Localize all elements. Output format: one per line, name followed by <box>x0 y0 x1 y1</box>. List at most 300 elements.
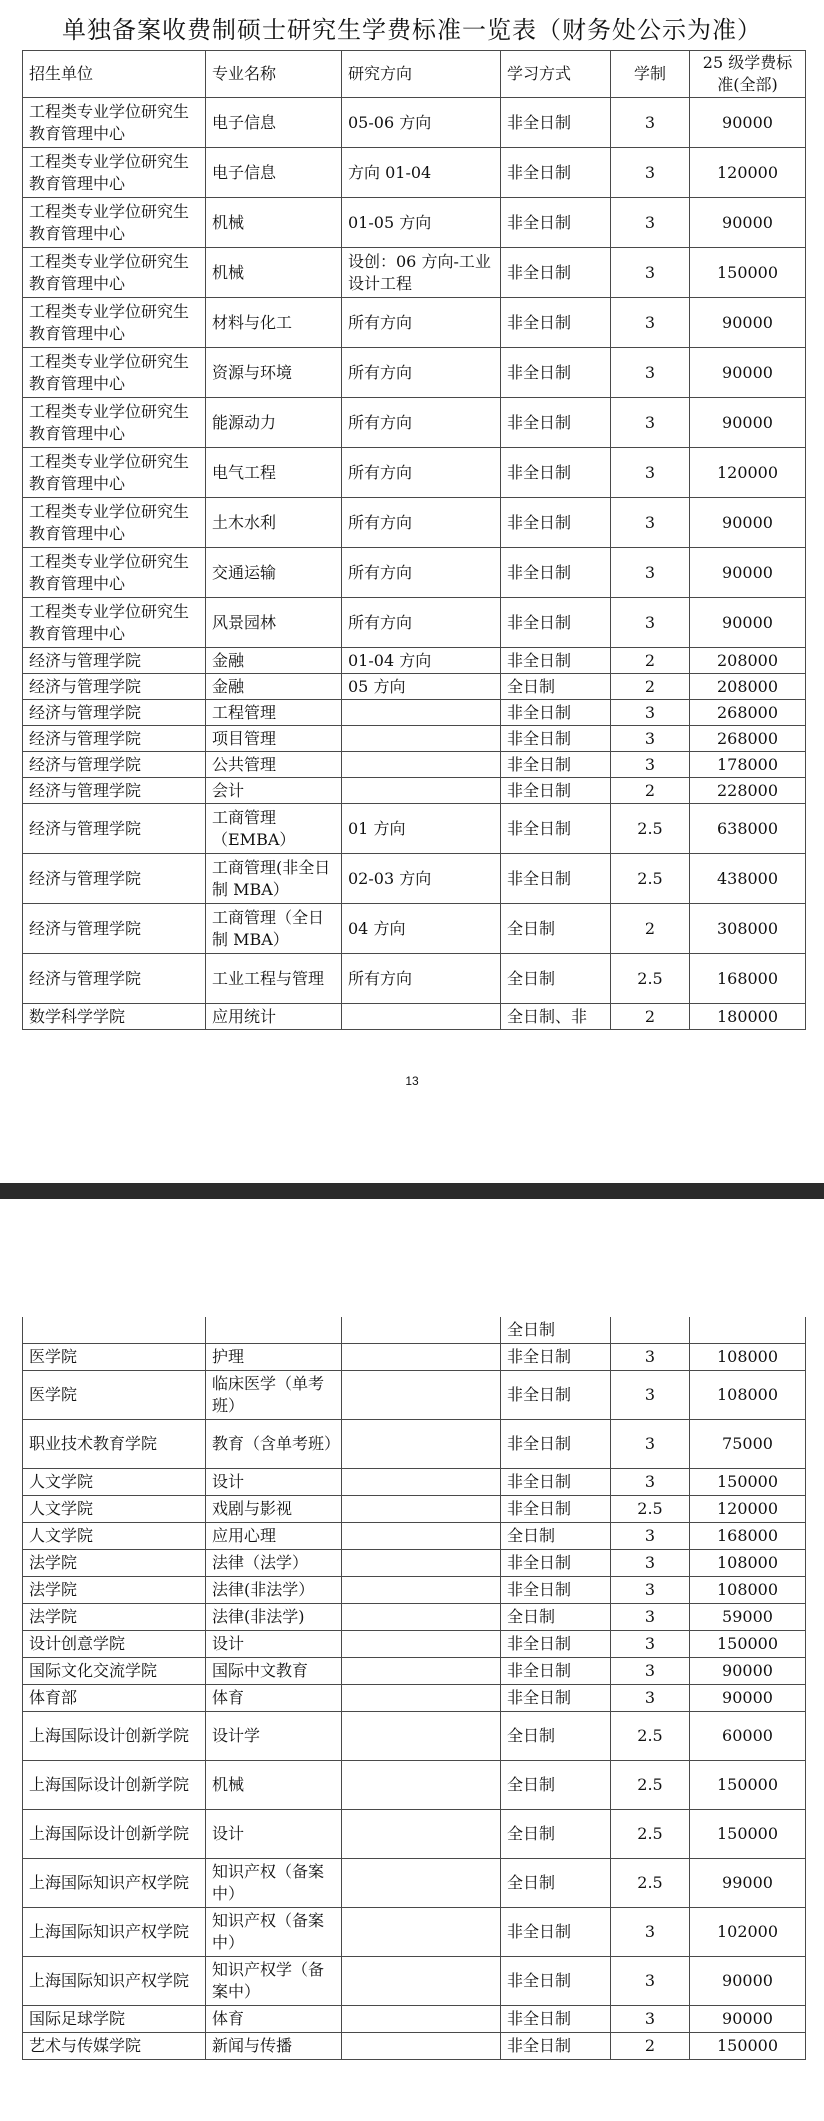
table-row <box>23 2033 806 2060</box>
cell-mode: 非全日制 <box>501 700 611 726</box>
cell-major: 教育（含单考班） <box>206 1420 342 1469</box>
cell-mode: 非全日制 <box>501 2006 611 2033</box>
cell-fee: 308000 <box>690 904 806 954</box>
cell-direction: 05-06 方向 <box>342 98 501 148</box>
cell-direction: 04 方向 <box>342 904 501 954</box>
cell-unit: 法学院 <box>23 1550 206 1577</box>
cell-unit: 法学院 <box>23 1604 206 1631</box>
cell-fee: 638000 <box>690 804 806 854</box>
cell-major: 金融 <box>206 648 342 674</box>
cell-direction <box>342 700 501 726</box>
table-row <box>23 1859 806 1908</box>
cell-years <box>611 1317 690 1344</box>
cell-direction: 设创：06 方向-工业设计工程 <box>342 248 501 298</box>
cell-mode: 非全日制 <box>501 598 611 648</box>
cell-major: 机械 <box>206 1761 342 1810</box>
cell-mode: 非全日制 <box>501 248 611 298</box>
cell-fee: 90000 <box>690 198 806 248</box>
table-row <box>23 1496 806 1523</box>
cell-mode: 非全日制 <box>501 854 611 904</box>
table-row <box>23 1523 806 1550</box>
cell-direction <box>342 1371 501 1420</box>
table-row <box>23 248 806 298</box>
cell-years: 2.5 <box>611 1496 690 1523</box>
cell-unit: 医学院 <box>23 1371 206 1420</box>
cell-years: 3 <box>611 1344 690 1371</box>
cell-years: 3 <box>611 248 690 298</box>
cell-direction <box>342 1631 501 1658</box>
cell-unit: 经济与管理学院 <box>23 674 206 700</box>
cell-direction <box>342 1810 501 1859</box>
cell-mode: 非全日制 <box>501 148 611 198</box>
cell-direction: 01 方向 <box>342 804 501 854</box>
cell-direction: 所有方向 <box>342 548 501 598</box>
cell-years: 3 <box>611 448 690 498</box>
cell-direction <box>342 1658 501 1685</box>
cell-years: 2 <box>611 778 690 804</box>
cell-direction <box>342 1523 501 1550</box>
cell-unit: 体育部 <box>23 1685 206 1712</box>
cell-years: 2 <box>611 2033 690 2060</box>
cell-direction <box>342 1317 501 1344</box>
cell-years: 3 <box>611 2006 690 2033</box>
cell-unit: 经济与管理学院 <box>23 904 206 954</box>
table-row <box>23 854 806 904</box>
table-row <box>23 1957 806 2006</box>
cell-direction: 01-04 方向 <box>342 648 501 674</box>
cell-major: 应用心理 <box>206 1523 342 1550</box>
cell-major: 能源动力 <box>206 398 342 448</box>
cell-mode: 非全日制 <box>501 648 611 674</box>
cell-major: 交通运输 <box>206 548 342 598</box>
cell-years: 3 <box>611 1420 690 1469</box>
cell-unit: 上海国际设计创新学院 <box>23 1810 206 1859</box>
cell-years: 3 <box>611 498 690 548</box>
cell-years: 2.5 <box>611 1859 690 1908</box>
cell-direction: 所有方向 <box>342 954 501 1004</box>
cell-major: 护理 <box>206 1344 342 1371</box>
header-major: 专业名称 <box>206 51 342 98</box>
cell-mode: 全日制 <box>501 1761 611 1810</box>
cell-unit: 经济与管理学院 <box>23 804 206 854</box>
cell-fee: 99000 <box>690 1859 806 1908</box>
cell-fee: 90000 <box>690 1685 806 1712</box>
cell-mode: 非全日制 <box>501 778 611 804</box>
cell-major: 工程管理 <box>206 700 342 726</box>
cell-fee: 120000 <box>690 148 806 198</box>
fee-table-page-1 <box>22 50 806 1030</box>
cell-major: 工商管理（全日制 MBA） <box>206 904 342 954</box>
cell-fee: 90000 <box>690 2006 806 2033</box>
cell-fee: 268000 <box>690 700 806 726</box>
cell-mode: 非全日制 <box>501 1420 611 1469</box>
table-row <box>23 1550 806 1577</box>
cell-years: 3 <box>611 348 690 398</box>
cell-fee: 90000 <box>690 98 806 148</box>
table-row <box>23 198 806 248</box>
cell-fee: 90000 <box>690 298 806 348</box>
cell-fee: 208000 <box>690 648 806 674</box>
table-header-row <box>23 51 806 98</box>
cell-unit: 工程类专业学位研究生教育管理中心 <box>23 398 206 448</box>
cell-major: 法律(非法学) <box>206 1604 342 1631</box>
cell-mode: 全日制 <box>501 954 611 1004</box>
cell-major: 材料与化工 <box>206 298 342 348</box>
cell-mode: 全日制 <box>501 1604 611 1631</box>
cell-mode: 非全日制 <box>501 1957 611 2006</box>
cell-years: 3 <box>611 298 690 348</box>
cell-mode: 非全日制 <box>501 1469 611 1496</box>
cell-mode: 非全日制 <box>501 2033 611 2060</box>
cell-major: 戏剧与影视 <box>206 1496 342 1523</box>
cell-mode: 非全日制 <box>501 1908 611 1957</box>
cell-direction: 所有方向 <box>342 398 501 448</box>
cell-unit: 工程类专业学位研究生教育管理中心 <box>23 298 206 348</box>
cell-major: 体育 <box>206 1685 342 1712</box>
table-row <box>23 1604 806 1631</box>
cell-unit: 经济与管理学院 <box>23 778 206 804</box>
header-fee: 25 级学费标准(全部) <box>690 51 806 98</box>
cell-mode: 非全日制 <box>501 198 611 248</box>
table-row <box>23 1658 806 1685</box>
cell-major: 风景园林 <box>206 598 342 648</box>
cell-mode: 全日制 <box>501 1712 611 1761</box>
cell-unit: 上海国际知识产权学院 <box>23 1859 206 1908</box>
table-row <box>23 1577 806 1604</box>
cell-unit: 工程类专业学位研究生教育管理中心 <box>23 148 206 198</box>
cell-unit: 数学科学学院 <box>23 1004 206 1030</box>
cell-mode: 非全日制 <box>501 1577 611 1604</box>
cell-major: 工商管理（EMBA） <box>206 804 342 854</box>
cell-fee: 90000 <box>690 1658 806 1685</box>
cell-fee: 438000 <box>690 854 806 904</box>
cell-major: 设计 <box>206 1631 342 1658</box>
cell-years: 3 <box>611 1908 690 1957</box>
cell-major: 应用统计 <box>206 1004 342 1030</box>
cell-unit: 工程类专业学位研究生教育管理中心 <box>23 548 206 598</box>
cell-direction: 所有方向 <box>342 598 501 648</box>
cell-fee: 150000 <box>690 1631 806 1658</box>
cell-years: 2 <box>611 648 690 674</box>
cell-years: 3 <box>611 98 690 148</box>
cell-fee: 150000 <box>690 248 806 298</box>
cell-mode: 非全日制 <box>501 726 611 752</box>
cell-major: 机械 <box>206 198 342 248</box>
cell-unit: 医学院 <box>23 1344 206 1371</box>
cell-unit: 工程类专业学位研究生教育管理中心 <box>23 448 206 498</box>
cell-fee: 150000 <box>690 1810 806 1859</box>
cell-unit: 上海国际知识产权学院 <box>23 1908 206 1957</box>
table-row <box>23 498 806 548</box>
cell-unit: 工程类专业学位研究生教育管理中心 <box>23 598 206 648</box>
header-years: 学制 <box>611 51 690 98</box>
cell-mode: 非全日制 <box>501 1658 611 1685</box>
cell-years: 2 <box>611 904 690 954</box>
table-row <box>23 1344 806 1371</box>
cell-unit: 职业技术教育学院 <box>23 1420 206 1469</box>
page-number: 13 <box>405 1074 419 1088</box>
table-row <box>23 1685 806 1712</box>
cell-fee: 60000 <box>690 1712 806 1761</box>
cell-mode: 非全日制 <box>501 1550 611 1577</box>
cell-fee: 102000 <box>690 1908 806 1957</box>
cell-direction <box>342 778 501 804</box>
table-row-continuation <box>23 1317 806 1344</box>
cell-direction <box>342 2006 501 2033</box>
cell-years: 2.5 <box>611 954 690 1004</box>
cell-major: 电子信息 <box>206 148 342 198</box>
cell-mode: 全日制 <box>501 1810 611 1859</box>
table-row <box>23 1908 806 1957</box>
table-row <box>23 398 806 448</box>
table-row <box>23 804 806 854</box>
table-row <box>23 148 806 198</box>
cell-years: 3 <box>611 1577 690 1604</box>
cell-direction: 02-03 方向 <box>342 854 501 904</box>
table-row <box>23 298 806 348</box>
cell-unit: 人文学院 <box>23 1496 206 1523</box>
cell-years: 3 <box>611 598 690 648</box>
header-unit: 招生单位 <box>23 51 206 98</box>
cell-unit: 上海国际设计创新学院 <box>23 1712 206 1761</box>
table-row <box>23 1761 806 1810</box>
document-title: 单独备案收费制硕士研究生学费标准一览表（财务处公示为准） <box>62 16 762 44</box>
cell-direction: 所有方向 <box>342 498 501 548</box>
cell-major: 设计学 <box>206 1712 342 1761</box>
cell-fee: 90000 <box>690 1957 806 2006</box>
cell-mode: 全日制 <box>501 1859 611 1908</box>
cell-unit: 法学院 <box>23 1577 206 1604</box>
cell-unit <box>23 1317 206 1344</box>
cell-fee: 108000 <box>690 1371 806 1420</box>
cell-unit: 工程类专业学位研究生教育管理中心 <box>23 198 206 248</box>
cell-years: 3 <box>611 1957 690 2006</box>
cell-fee: 108000 <box>690 1577 806 1604</box>
cell-major: 知识产权（备案中） <box>206 1859 342 1908</box>
cell-fee: 90000 <box>690 398 806 448</box>
table-row <box>23 548 806 598</box>
cell-unit: 人文学院 <box>23 1469 206 1496</box>
cell-mode: 非全日制 <box>501 1685 611 1712</box>
cell-years: 3 <box>611 1523 690 1550</box>
cell-unit: 艺术与传媒学院 <box>23 2033 206 2060</box>
cell-direction: 方向 01-04 <box>342 148 501 198</box>
table-row <box>23 778 806 804</box>
cell-fee: 168000 <box>690 1523 806 1550</box>
table-row <box>23 1420 806 1469</box>
cell-fee: 228000 <box>690 778 806 804</box>
cell-fee: 150000 <box>690 2033 806 2060</box>
table-row <box>23 2006 806 2033</box>
cell-direction: 所有方向 <box>342 348 501 398</box>
table-row <box>23 1004 806 1030</box>
cell-years: 2 <box>611 674 690 700</box>
cell-direction: 所有方向 <box>342 298 501 348</box>
cell-direction: 05 方向 <box>342 674 501 700</box>
cell-years: 2.5 <box>611 1712 690 1761</box>
cell-fee: 208000 <box>690 674 806 700</box>
cell-unit: 经济与管理学院 <box>23 954 206 1004</box>
table-row <box>23 348 806 398</box>
cell-years: 2 <box>611 1004 690 1030</box>
cell-unit: 人文学院 <box>23 1523 206 1550</box>
cell-direction <box>342 726 501 752</box>
cell-unit: 上海国际知识产权学院 <box>23 1957 206 2006</box>
cell-direction: 所有方向 <box>342 448 501 498</box>
cell-years: 2.5 <box>611 804 690 854</box>
cell-direction: 01-05 方向 <box>342 198 501 248</box>
cell-mode: 非全日制 <box>501 1344 611 1371</box>
cell-unit: 经济与管理学院 <box>23 752 206 778</box>
cell-major: 法律(非法学） <box>206 1577 342 1604</box>
table-row <box>23 598 806 648</box>
cell-years: 3 <box>611 1658 690 1685</box>
cell-mode: 非全日制 <box>501 548 611 598</box>
cell-fee: 150000 <box>690 1469 806 1496</box>
cell-major: 法律（法学） <box>206 1550 342 1577</box>
cell-mode: 全日制 <box>501 1523 611 1550</box>
cell-major: 电气工程 <box>206 448 342 498</box>
cell-major: 会计 <box>206 778 342 804</box>
cell-mode: 全日制 <box>501 674 611 700</box>
cell-years: 3 <box>611 1685 690 1712</box>
table-row <box>23 904 806 954</box>
table-row <box>23 726 806 752</box>
cell-unit: 国际文化交流学院 <box>23 1658 206 1685</box>
cell-years: 3 <box>611 1604 690 1631</box>
cell-mode: 全日制 <box>501 904 611 954</box>
table-row <box>23 674 806 700</box>
cell-mode: 非全日制 <box>501 498 611 548</box>
cell-years: 3 <box>611 148 690 198</box>
cell-direction <box>342 1577 501 1604</box>
cell-mode: 非全日制 <box>501 1371 611 1420</box>
cell-direction <box>342 1469 501 1496</box>
table-row <box>23 1712 806 1761</box>
cell-unit: 工程类专业学位研究生教育管理中心 <box>23 98 206 148</box>
cell-fee: 168000 <box>690 954 806 1004</box>
header-direction: 研究方向 <box>342 51 501 98</box>
cell-years: 2.5 <box>611 1810 690 1859</box>
cell-direction <box>342 1550 501 1577</box>
cell-major: 电子信息 <box>206 98 342 148</box>
cell-fee: 120000 <box>690 448 806 498</box>
table-row <box>23 752 806 778</box>
cell-years: 3 <box>611 726 690 752</box>
cell-fee: 75000 <box>690 1420 806 1469</box>
cell-major: 工业工程与管理 <box>206 954 342 1004</box>
cell-mode: 全日制、非 <box>501 1004 611 1030</box>
cell-unit: 国际足球学院 <box>23 2006 206 2033</box>
cell-major: 金融 <box>206 674 342 700</box>
cell-fee: 90000 <box>690 348 806 398</box>
cell-mode: 非全日制 <box>501 804 611 854</box>
cell-fee: 90000 <box>690 548 806 598</box>
cell-major: 土木水利 <box>206 498 342 548</box>
cell-fee: 108000 <box>690 1344 806 1371</box>
cell-major: 知识产权学（备案中） <box>206 1957 342 2006</box>
cell-fee: 90000 <box>690 498 806 548</box>
cell-years: 3 <box>611 752 690 778</box>
cell-major: 临床医学（单考班） <box>206 1371 342 1420</box>
cell-major: 设计 <box>206 1810 342 1859</box>
header-mode: 学习方式 <box>501 51 611 98</box>
cell-direction <box>342 1908 501 1957</box>
cell-years: 3 <box>611 1371 690 1420</box>
table-row <box>23 954 806 1004</box>
cell-direction <box>342 1004 501 1030</box>
cell-years: 3 <box>611 1631 690 1658</box>
cell-mode: 非全日制 <box>501 298 611 348</box>
cell-direction <box>342 752 501 778</box>
table-row <box>23 648 806 674</box>
page-divider <box>0 1183 824 1199</box>
cell-major <box>206 1317 342 1344</box>
cell-fee: 59000 <box>690 1604 806 1631</box>
fee-table-page-2 <box>22 1317 806 2060</box>
cell-unit: 经济与管理学院 <box>23 854 206 904</box>
cell-direction <box>342 1957 501 2006</box>
cell-unit: 工程类专业学位研究生教育管理中心 <box>23 248 206 298</box>
cell-fee: 120000 <box>690 1496 806 1523</box>
cell-direction <box>342 1604 501 1631</box>
cell-major: 资源与环境 <box>206 348 342 398</box>
cell-direction <box>342 1712 501 1761</box>
cell-unit: 设计创意学院 <box>23 1631 206 1658</box>
cell-direction <box>342 1420 501 1469</box>
cell-fee: 150000 <box>690 1761 806 1810</box>
cell-years: 3 <box>611 398 690 448</box>
cell-mode: 非全日制 <box>501 98 611 148</box>
cell-mode: 全日制 <box>501 1317 611 1344</box>
cell-years: 3 <box>611 1469 690 1496</box>
cell-direction <box>342 2033 501 2060</box>
cell-fee: 268000 <box>690 726 806 752</box>
cell-direction <box>342 1859 501 1908</box>
table-row <box>23 1810 806 1859</box>
cell-unit: 上海国际设计创新学院 <box>23 1761 206 1810</box>
cell-unit: 经济与管理学院 <box>23 726 206 752</box>
cell-mode: 非全日制 <box>501 398 611 448</box>
cell-direction <box>342 1685 501 1712</box>
cell-mode: 非全日制 <box>501 1631 611 1658</box>
cell-major: 体育 <box>206 2006 342 2033</box>
cell-unit: 工程类专业学位研究生教育管理中心 <box>23 348 206 398</box>
table-row <box>23 448 806 498</box>
cell-unit: 经济与管理学院 <box>23 700 206 726</box>
cell-unit: 经济与管理学院 <box>23 648 206 674</box>
cell-fee <box>690 1317 806 1344</box>
cell-mode: 非全日制 <box>501 1496 611 1523</box>
cell-mode: 非全日制 <box>501 448 611 498</box>
cell-unit: 工程类专业学位研究生教育管理中心 <box>23 498 206 548</box>
cell-direction <box>342 1344 501 1371</box>
cell-major: 设计 <box>206 1469 342 1496</box>
cell-direction <box>342 1496 501 1523</box>
document-page-14 <box>0 1199 824 2121</box>
cell-major: 工商管理(非全日制 MBA） <box>206 854 342 904</box>
cell-mode: 非全日制 <box>501 752 611 778</box>
table-row <box>23 700 806 726</box>
cell-fee: 180000 <box>690 1004 806 1030</box>
cell-fee: 178000 <box>690 752 806 778</box>
cell-years: 2.5 <box>611 1761 690 1810</box>
table-row <box>23 1631 806 1658</box>
table-row <box>23 1371 806 1420</box>
cell-major: 新闻与传播 <box>206 2033 342 2060</box>
cell-fee: 108000 <box>690 1550 806 1577</box>
cell-years: 3 <box>611 700 690 726</box>
